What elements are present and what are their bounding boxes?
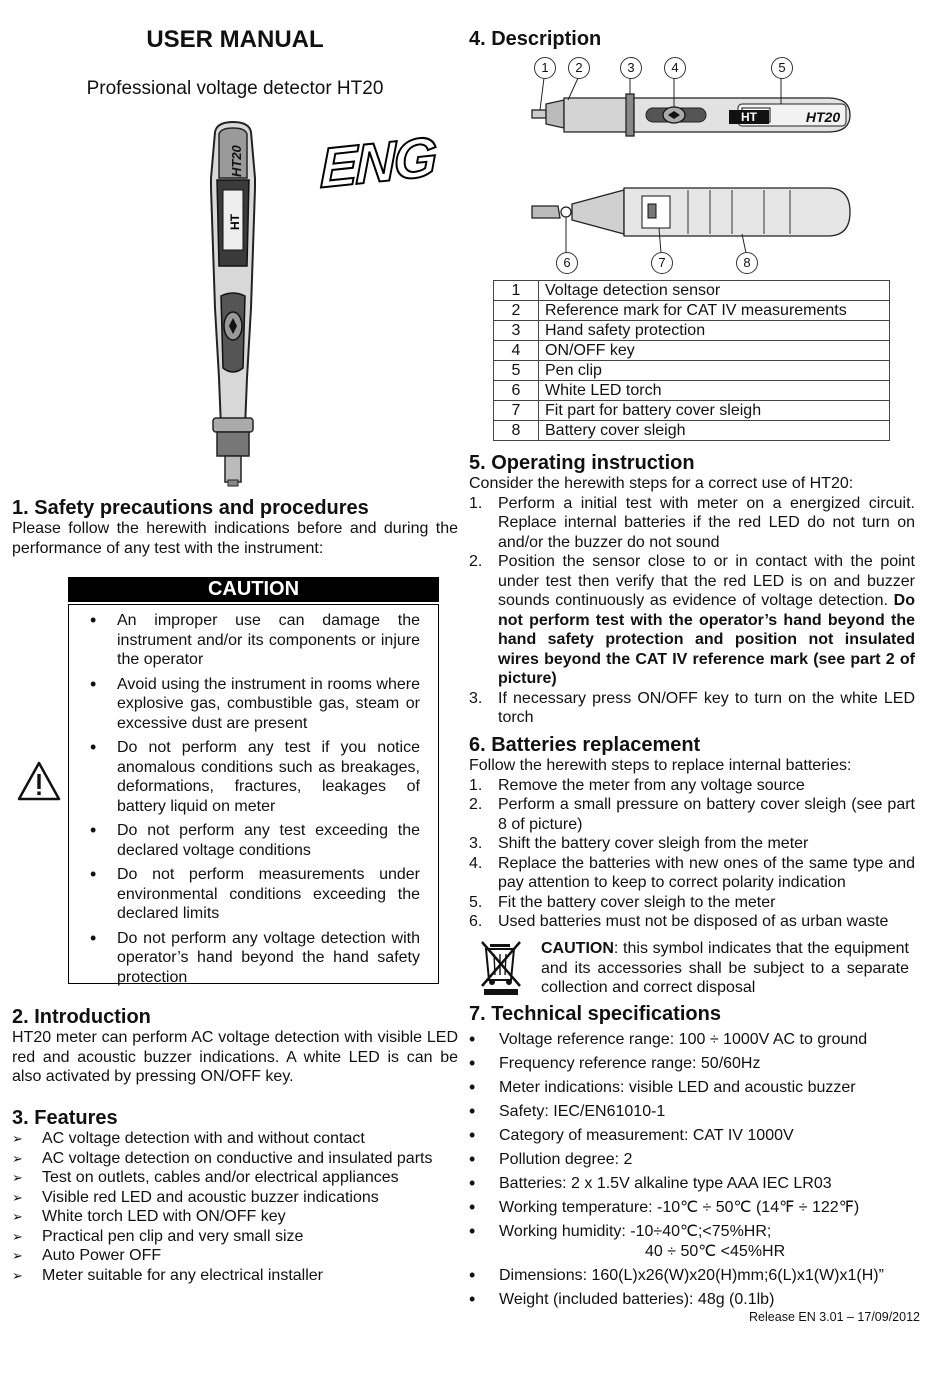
step-text-block <box>498 689 915 728</box>
part-label: Battery cover sleigh <box>539 421 890 441</box>
step-text: Replace the batteries with new ones of the same type and pay attention to keep to correct polarity indication <box>498 854 915 891</box>
spec-item: • Batteries: 2 x 1.5V alkaline type AAA IEC LR03 <box>469 1174 915 1194</box>
weee-bin-icon <box>480 940 522 996</box>
part-number: 1 <box>494 281 539 301</box>
parts-row <box>494 361 890 381</box>
safety-heading: 1. Safety precautions and procedures <box>12 497 369 519</box>
step-item <box>469 795 915 834</box>
introduction-section <box>12 1006 458 1087</box>
step-number: 4. <box>469 854 483 872</box>
step-number: 3. <box>469 689 483 707</box>
parts-row <box>494 341 890 361</box>
feature-item: ➢ White torch LED with ON/OFF key <box>12 1207 458 1227</box>
caution-item: • Do not perform any test if you notice anomalous conditions such as breakages, deformations, fractures, leakages of battery liquid on meter <box>117 738 420 816</box>
part-number: 4 <box>494 341 539 361</box>
parts-table <box>493 280 890 441</box>
step-text-block <box>498 912 915 932</box>
step-text-block <box>498 854 915 893</box>
diagram-brand-label: HT <box>729 110 769 124</box>
part-number: 7 <box>494 401 539 421</box>
weee-caution-label: CAUTION <box>541 940 614 957</box>
step-item <box>469 893 915 913</box>
features-section <box>12 1107 458 1285</box>
device-model-label: HT20 <box>229 145 244 177</box>
step-text-block <box>498 494 915 553</box>
language-mark: ENG <box>320 124 436 200</box>
features-heading: 3. Features <box>12 1107 118 1129</box>
feature-item: ➢ AC voltage detection with and without contact <box>12 1129 458 1149</box>
spec-item: • Weight (included batteries): 48g (0.1lb) <box>469 1290 915 1310</box>
spec-item: • Safety: IEC/EN61010-1 <box>469 1102 915 1122</box>
callout-3: 3 <box>620 57 642 79</box>
step-item <box>469 854 915 893</box>
caution-item: • Do not perform any voltage detection with operator’s hand beyond the hand safety protection <box>117 929 420 988</box>
step-warning: Do not perform test with the operator’s hand beyond the hand safety protection and position not insulated wires beyond the CAT IV reference mark (see part 2 of picture) <box>498 592 915 687</box>
feature-item: ➢ AC voltage detection on conductive and insulated parts <box>12 1149 458 1169</box>
part-label: Voltage detection sensor <box>539 281 890 301</box>
parts-row <box>494 301 890 321</box>
step-text-block <box>498 776 915 796</box>
parts-row <box>494 421 890 441</box>
part-label: ON/OFF key <box>539 341 890 361</box>
step-number: 2. <box>469 553 483 570</box>
operating-heading: 5. Operating instruction <box>469 452 695 474</box>
spec-item <box>469 1222 915 1261</box>
specs-section <box>469 1003 915 1314</box>
step-text: Remove the meter from any voltage source <box>498 776 805 794</box>
step-text: Used batteries must not be disposed of as urban waste <box>498 913 889 930</box>
caution-item: • An improper use can damage the instrument and/or its components or injure the operator <box>117 611 420 670</box>
caution-box <box>68 577 439 984</box>
step-text: Fit the battery cover sleigh to the meter <box>498 893 776 911</box>
release-footer: Release EN 3.01 – 17/09/2012 <box>749 1310 920 1324</box>
spec-item: • Dimensions: 160(L)x26(W)x20(H)mm;6(L)x1(W)x1(H)” <box>469 1266 915 1286</box>
step-item <box>469 834 915 854</box>
step-text-block <box>498 834 915 854</box>
caution-item: • Do not perform measurements under environmental conditions exceeding the declared limits <box>117 865 420 924</box>
feature-item: ➢ Test on outlets, cables and/or electrical appliances <box>12 1168 458 1188</box>
batteries-heading: 6. Batteries replacement <box>469 734 701 756</box>
batteries-steps <box>469 776 915 932</box>
part-number: 6 <box>494 381 539 401</box>
description-heading: 4. Description <box>469 28 602 50</box>
introduction-heading: 2. Introduction <box>12 1006 151 1028</box>
step-text-block <box>498 893 915 913</box>
operating-steps <box>469 494 915 728</box>
step-number: 1. <box>469 776 483 794</box>
weee-caution <box>541 939 909 998</box>
part-label: Reference mark for CAT IV measurements <box>539 301 890 321</box>
step-number: 5. <box>469 893 483 911</box>
part-number: 5 <box>494 361 539 381</box>
callout-1: 1 <box>534 57 556 79</box>
batteries-intro: Follow the herewith steps to replace internal batteries: <box>469 757 852 774</box>
operating-intro: Consider the herewith steps for a correct use of HT20: <box>469 475 854 492</box>
spec-item: • Voltage reference range: 100 ÷ 1000V AC to ground <box>469 1030 915 1050</box>
step-number: 3. <box>469 835 483 852</box>
step-item <box>469 689 915 728</box>
parts-row <box>494 321 890 341</box>
feature-item: ➢ Practical pen clip and very small size <box>12 1227 458 1247</box>
spec-item: • Category of measurement: CAT IV 1000V <box>469 1126 915 1146</box>
part-number: 2 <box>494 301 539 321</box>
parts-row <box>494 281 890 301</box>
safety-section <box>12 497 458 558</box>
part-label: Hand safety protection <box>539 321 890 341</box>
step-text: Perform a initial test with meter on a energized circuit. Replace internal batteries if the red LED do not turn on and/or the buzzer do not sound <box>498 494 915 551</box>
caution-title: CAUTION <box>68 577 439 602</box>
spec-item: • Meter indications: visible LED and acoustic buzzer <box>469 1078 915 1098</box>
parts-row <box>494 381 890 401</box>
part-label: White LED torch <box>539 381 890 401</box>
page-subtitle: Professional voltage detector HT20 <box>86 78 384 99</box>
specs-list-end <box>469 1266 915 1310</box>
callout-2: 2 <box>568 57 590 79</box>
spec-item: • Working temperature: -10℃ ÷ 50℃ (14℉ ÷ 122℉) <box>469 1198 915 1218</box>
spec-item: • Frequency reference range: 50/60Hz <box>469 1054 915 1074</box>
caution-item: • Avoid using the instrument in rooms where explosive gas, combustible gas, steam or excessive dust are present <box>117 675 420 734</box>
caution-item: • Do not perform any test exceeding the declared voltage conditions <box>117 821 420 860</box>
introduction-text: HT20 meter can perform AC voltage detection with visible LED red and acoustic buzzer indications. A white LED is can be also activated by pressing ON/OFF key. <box>12 1029 458 1085</box>
step-item <box>469 776 915 796</box>
specs-list <box>469 1030 915 1218</box>
description-section <box>469 28 915 50</box>
part-number: 3 <box>494 321 539 341</box>
feature-item: ➢ Visible red LED and acoustic buzzer indications <box>12 1188 458 1208</box>
step-number: 6. <box>469 913 483 930</box>
callout-7: 7 <box>651 252 673 274</box>
step-item <box>469 494 915 553</box>
step-item <box>469 552 915 689</box>
batteries-section <box>469 734 915 932</box>
part-number: 8 <box>494 421 539 441</box>
safety-intro: Please follow the herewith indications before and during the performance of any test with the instrument: <box>12 520 458 557</box>
callout-5: 5 <box>771 57 793 79</box>
diagram-model-label: HT20 <box>805 109 841 125</box>
feature-item: ➢ Auto Power OFF <box>12 1246 458 1266</box>
features-list <box>12 1129 458 1285</box>
step-text-block <box>498 552 915 689</box>
feature-item: ➢ Meter suitable for any electrical installer <box>12 1266 458 1286</box>
caution-list <box>69 605 438 987</box>
spec-item: • Pollution degree: 2 <box>469 1150 915 1170</box>
specs-humidity <box>469 1222 915 1261</box>
part-label: Fit part for battery cover sleigh <box>539 401 890 421</box>
step-text: Perform a small pressure on battery cover sleigh (see part 8 of picture) <box>498 796 915 833</box>
step-text: Position the sensor close to or in contact with the point under test then verify that the red LED is on and buzzer sounds continuously as evidence of voltage detection. <box>498 553 915 609</box>
description-diagram <box>528 78 858 258</box>
specs-heading: 7. Technical specifications <box>469 1003 721 1025</box>
callout-8: 8 <box>736 252 758 274</box>
step-text-block <box>498 795 915 834</box>
callout-6: 6 <box>556 252 578 274</box>
operating-section <box>469 452 915 728</box>
page-title: USER MANUAL <box>146 26 324 53</box>
warning-icon <box>16 760 62 802</box>
step-number: 1. <box>469 494 483 512</box>
callout-4: 4 <box>664 57 686 79</box>
spec-humidity-line2: 40 ÷ 50℃ <45%HR <box>645 1242 786 1260</box>
step-text: Shift the battery cover sleigh from the meter <box>498 835 809 852</box>
parts-row <box>494 401 890 421</box>
spec-humidity-line1: Working humidity: -10÷40℃;<75%HR; <box>499 1223 772 1240</box>
part-label: Pen clip <box>539 361 890 381</box>
device-brand-label: HT <box>228 214 242 230</box>
step-number: 2. <box>469 796 483 813</box>
step-item <box>469 912 915 932</box>
weee-caution-text: : this symbol indicates that the equipment and its accessories shall be subject to a separate collection and correct disposal <box>541 940 909 996</box>
step-text: If necessary press ON/OFF key to turn on the white LED torch <box>498 689 915 726</box>
